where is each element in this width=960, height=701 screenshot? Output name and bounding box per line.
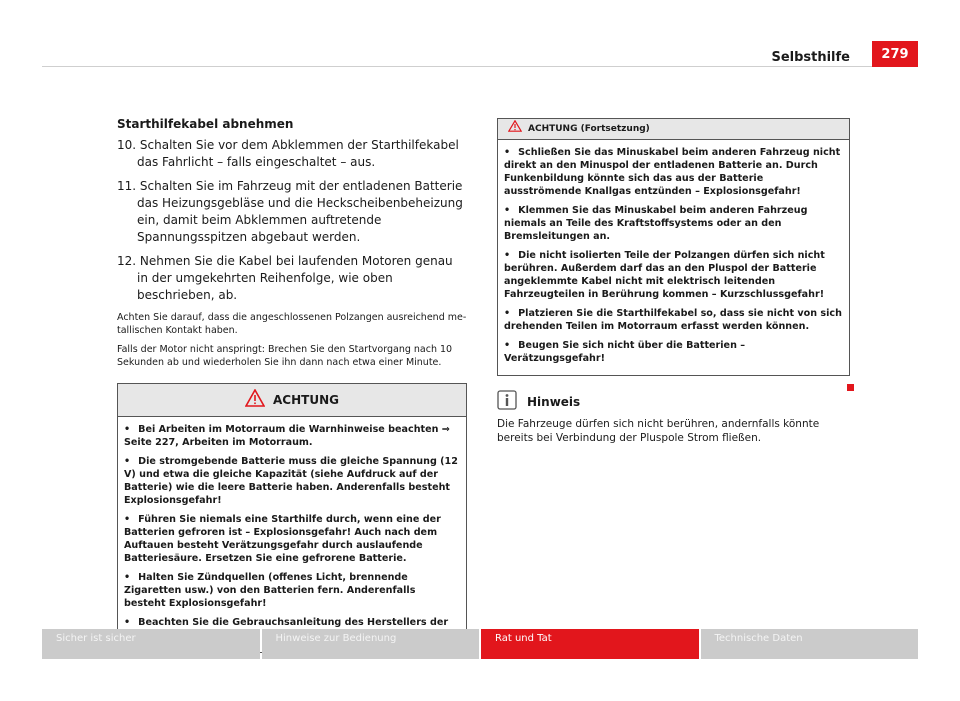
header-rule xyxy=(42,66,918,67)
warning-box xyxy=(117,383,467,653)
warning-triangle-icon xyxy=(245,389,265,412)
warning-continued-header xyxy=(498,119,849,140)
warning-item: • Halten Sie Zündquellen (offenes Licht, brennende Zigaretten usw.) von den Batterien fern. Anderenfalls besteht Explosionsgefahr! xyxy=(124,572,416,609)
hint-header xyxy=(497,390,850,415)
step-12: 12. Nehmen Sie die Kabel bei laufenden Motoren genau in der umgekehrten Reihenfolge, wie oben beschrieben, ab. xyxy=(117,254,453,302)
warning-item: • Die stromgebende Batterie muss die gleiche Spannung (12 V) und etwa die gleiche Kapazität (siehe Aufdruck auf der Batterie) wie die leere Batterie haben. Anderenfalls besteht Explosionsgefahr! xyxy=(124,456,458,506)
warning-triangle-icon xyxy=(508,120,522,139)
hint-text: Die Fahrzeuge dürfen sich nicht berühren, andernfalls könnte bereits bei Verbindung der Pluspole Strom fließen. xyxy=(497,418,820,444)
warning-item: • Führen Sie niemals eine Starthilfe durch, wenn eine der Batterien gefroren ist – Explosionsgefahr! Auch nach dem Auftauen besteht Verätzungsgefahr durch auslaufende Batteriesäure. Ersetzen Sie eine gefrorene Batterie. xyxy=(124,514,441,564)
hint-section xyxy=(497,390,850,445)
warning-title: ACHTUNG xyxy=(273,392,339,407)
note-contact: Achten Sie darauf, dass die angeschlossenen Polzangen ausreichend metallischen Kontakt haben. xyxy=(117,312,467,336)
note-restart: Falls der Motor nicht anspringt: Brechen Sie den Startvorgang nach 10 Sekunden ab und wiederholen Sie ihn dann nach etwa einer Minute. xyxy=(117,344,453,368)
hint-title: Hinweis xyxy=(527,395,581,409)
footer-tab-sicher[interactable]: Sicher ist sicher xyxy=(42,629,260,659)
warning-body xyxy=(118,417,466,652)
warning-continued-title: ACHTUNG (Fortsetzung) xyxy=(528,123,650,134)
step-10: 10. Schalten Sie vor dem Abklemmen der Starthilfekabel das Fahrlicht – falls eingeschaltet – aus. xyxy=(117,138,459,169)
warning-item: • Bei Arbeiten im Motorraum die Warnhinweise beachten ⇒ Seite 227, Arbeiten im Motorraum. xyxy=(124,424,450,448)
section-heading: Starthilfekabel abnehmen xyxy=(117,117,294,131)
warning-item: • Beachten Sie die Gebrauchsanleitung des Herstellers der xyxy=(124,617,449,628)
warning-item: • Die nicht isolierten Teile der Polzangen dürfen sich nicht berühren. Außerdem darf das an den Pluspol der Batterie angeklemmte Kabel nicht mit elektrisch leitenden Fahrzeugteilen in Berührung kommen – Kurzschlussgefahr! xyxy=(504,250,825,300)
left-column xyxy=(117,116,467,653)
footer-nav xyxy=(42,629,918,659)
warning-item: • Schließen Sie das Minuskabel beim anderen Fahrzeug nicht direkt an den Minuspol der entladenen Batterie an. Durch Funkenbildung könnte sich das aus der Batterie ausströmende Knallgas entzünden – Explosionsgefahr! xyxy=(504,147,841,197)
step-11: 11. Schalten Sie im Fahrzeug mit der entladenen Batterie das Heizungsgebläse und die Heckscheibenbeheizung ein, damit beim Abklemmen auftretende Spannungsspitzen abgebaut werden. xyxy=(117,179,463,244)
page-number: 279 xyxy=(872,41,918,67)
right-column xyxy=(497,118,850,445)
info-note-icon xyxy=(497,390,517,415)
footer-tab-technische-daten[interactable]: Technische Daten xyxy=(701,629,919,659)
warning-continued-body xyxy=(498,140,849,375)
end-of-section-marker xyxy=(847,384,854,391)
warning-item: • Klemmen Sie das Minuskabel beim anderen Fahrzeug niemals an Teile des Kraftstoffsystems oder an den Bremsleitungen an. xyxy=(504,205,808,242)
footer-tab-rat-und-tat[interactable]: Rat und Tat xyxy=(481,629,699,659)
warning-item: • Platzieren Sie die Starthilfekabel so, dass sie nicht von sich drehenden Teilen im Motorraum erfasst werden können. xyxy=(504,308,842,332)
footer-tab-bedienung[interactable]: Hinweise zur Bedienung xyxy=(262,629,480,659)
warning-continued-box xyxy=(497,118,850,376)
warning-header xyxy=(118,384,466,417)
section-title: Selbsthilfe xyxy=(771,50,850,65)
warning-item: • Beugen Sie sich nicht über die Batterien – Verätzungsgefahr! xyxy=(504,340,746,364)
